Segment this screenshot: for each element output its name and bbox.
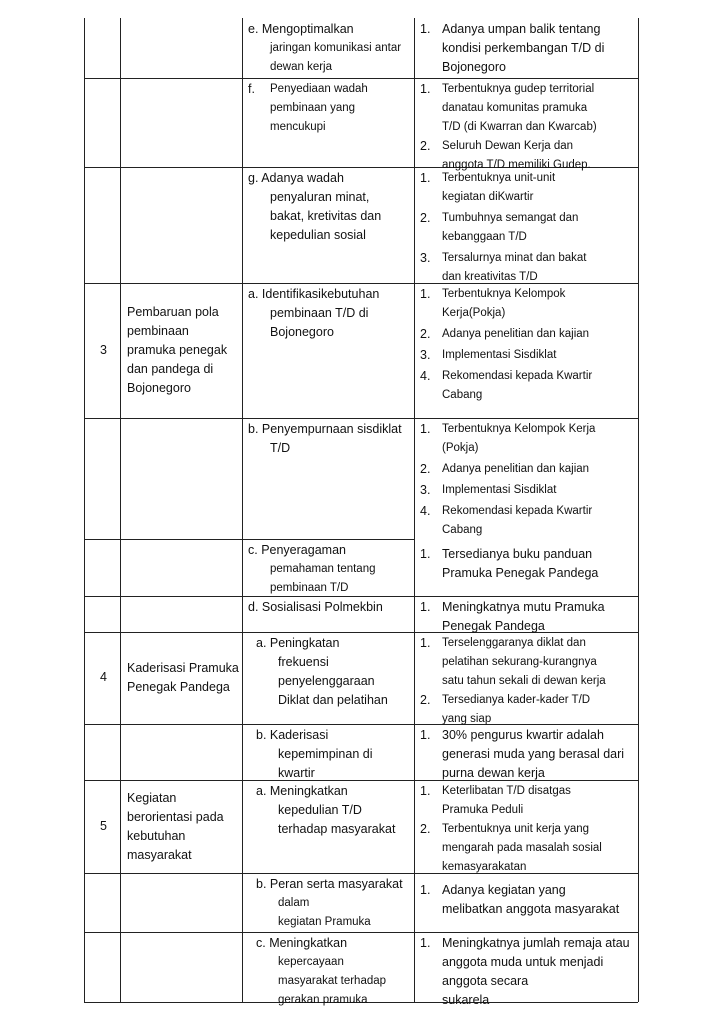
outcome-text: (Pokja) — [442, 442, 479, 454]
program-text: pramuka penegak — [127, 343, 228, 357]
activity-text: penyelenggaraan — [278, 674, 375, 688]
outcome-number: 1. — [420, 600, 431, 614]
activity-text: Bojonegoro — [270, 325, 334, 339]
table-column-rule — [84, 18, 85, 1002]
outcome-text: T/D (di Kwarran dan Kwarcab) — [442, 121, 597, 133]
outcome-text: Terbentuknya unit kerja yang — [442, 823, 590, 835]
outcome-text: Pramuka Penegak Pandega — [442, 566, 599, 580]
outcome-text: Adanya penelitian dan kajian — [442, 328, 590, 340]
outcome-text: kegiatan diKwartir — [442, 191, 534, 203]
program-text: Pembaruan pola — [127, 305, 219, 319]
outcome-number: 1. — [420, 422, 431, 436]
program-text: berorientasi pada — [127, 809, 224, 824]
table-row-rule — [84, 780, 638, 781]
outcome-text: Implementasi Sisdiklat — [442, 484, 557, 496]
outcome-text: melibatkan anggota masyarakat — [442, 902, 620, 916]
activity-text: a. Meningkatkan — [256, 784, 348, 798]
activity-text: f. — [248, 82, 255, 96]
outcome-number: 1. — [420, 22, 431, 36]
program-text: Kegiatan — [127, 790, 177, 805]
table-column-rule — [414, 18, 415, 1002]
outcome-number: 1. — [420, 784, 431, 798]
outcome-text: Seluruh Dewan Kerja dan — [442, 140, 574, 152]
outcome-number: 1. — [420, 547, 431, 561]
outcome-text: Adanya umpan balik tentang — [442, 22, 601, 36]
outcome-text: yang siap — [442, 713, 492, 725]
activity-text: terhadap masyarakat — [278, 822, 396, 836]
activity-text: frekuensi — [278, 655, 329, 669]
outcome-text: Tersalurnya minat dan bakat — [442, 252, 587, 264]
activity-text: mencukupi — [270, 121, 326, 133]
activity-text: pemahaman tentang — [270, 563, 376, 575]
outcome-text: Cabang — [442, 389, 483, 401]
program-text: Penegak Pandega — [127, 680, 230, 694]
outcome-number: 1. — [420, 82, 431, 96]
row-number: 3 — [100, 342, 107, 357]
table-column-rule — [120, 18, 121, 1002]
outcome-text: Pramuka Peduli — [442, 804, 524, 816]
outcome-text: Rekomendasi kepada Kwartir — [442, 370, 593, 382]
outcome-number: 2. — [420, 211, 431, 225]
activity-text: kepedulian sosial — [270, 228, 366, 242]
activity-text: d. Sosialisasi Polmekbin — [248, 600, 383, 614]
activity-text: pembinaan yang — [270, 102, 356, 114]
outcome-number: 3. — [420, 251, 431, 265]
table-column-rule — [638, 18, 639, 1002]
activity-text: b. Peran serta masyarakat — [256, 877, 403, 891]
outcome-text: Terbentuknya Kelompok — [442, 288, 566, 300]
outcome-text: kondisi perkembangan T/D di — [442, 41, 605, 55]
outcome-text: Tumbuhnya semangat dan — [442, 212, 579, 224]
outcome-number: 2. — [420, 822, 431, 836]
activity-text: e. Mengoptimalkan — [248, 22, 354, 36]
outcome-text: Terselenggaranya diklat dan — [442, 637, 586, 649]
activity-text: masyarakat terhadap — [278, 975, 387, 987]
outcome-text: sukarela — [442, 993, 490, 1007]
program-text: Kaderisasi Pramuka — [127, 661, 239, 675]
program-text: pembinaan — [127, 324, 189, 338]
activity-text: c. Penyeragaman — [248, 543, 346, 557]
program-text: dan pandega di — [127, 362, 214, 376]
activity-text: a. Identifikasikebutuhan — [248, 287, 380, 301]
table-column-rule — [242, 18, 243, 1002]
table-row-rule — [84, 724, 638, 725]
outcome-number: 2. — [420, 462, 431, 476]
outcome-text: danatau komunitas pramuka — [442, 102, 588, 114]
outcome-number: 2. — [420, 327, 431, 341]
table-row-rule — [84, 539, 414, 540]
outcome-text: Adanya penelitian dan kajian — [442, 463, 590, 475]
table-row-rule — [84, 873, 638, 874]
activity-text: pembinaan T/D — [270, 582, 349, 594]
activity-text: b. Penyempurnaan sisdiklat — [248, 422, 402, 436]
outcome-number: 2. — [420, 139, 431, 153]
table-row-rule — [84, 596, 638, 597]
outcome-text: Adanya kegiatan yang — [442, 883, 566, 897]
outcome-number: 4. — [420, 369, 431, 383]
outcome-text: Terbentuknya Kelompok Kerja — [442, 423, 596, 435]
activity-text: pembinaan T/D di — [270, 306, 369, 320]
outcome-text: Implementasi Sisdiklat — [442, 349, 557, 361]
activity-text: gerakan pramuka — [278, 994, 368, 1006]
outcome-number: 1. — [420, 287, 431, 301]
activity-text: b. Kaderisasi — [256, 728, 329, 742]
outcome-text: Terbentuknya unit-unit — [442, 172, 556, 184]
activity-text: dewan kerja — [270, 61, 333, 73]
outcome-number: 3. — [420, 483, 431, 497]
outcome-text: pelatihan sekurang-kurangnya — [442, 656, 597, 668]
activity-text: Diklat dan pelatihan — [278, 693, 388, 707]
outcome-text: anggota T/D memiliki Gudep. — [442, 159, 591, 171]
table-row-rule — [84, 632, 638, 633]
outcome-text: anggota muda untuk menjadi — [442, 955, 604, 969]
table-row-rule — [84, 78, 638, 79]
activity-text: kepedulian T/D — [278, 803, 362, 817]
outcome-number: 1. — [420, 728, 431, 742]
table-row-rule — [84, 418, 638, 419]
outcome-text: purna dewan kerja — [442, 766, 545, 780]
row-number: 5 — [100, 818, 107, 833]
outcome-text: 30% pengurus kwartir adalah — [442, 728, 604, 742]
activity-text: a. Peningkatan — [256, 636, 340, 650]
outcome-text: Rekomendasi kepada Kwartir — [442, 505, 593, 517]
program-text: kebutuhan — [127, 828, 186, 843]
outcome-text: Cabang — [442, 524, 483, 536]
outcome-number: 1. — [420, 883, 431, 897]
outcome-number: 1. — [420, 636, 431, 650]
outcome-text: Tersedianya buku panduan — [442, 547, 593, 561]
activity-text: jaringan komunikasi antar — [270, 42, 402, 54]
activity-text: kegiatan Pramuka — [278, 916, 371, 928]
outcome-text: Kerja(Pokja) — [442, 307, 506, 319]
activity-text: penyaluran minat, — [270, 190, 370, 204]
outcome-text: Meningkatnya jumlah remaja atau — [442, 936, 630, 950]
activity-text: dalam — [278, 897, 310, 909]
outcome-text: Terbentuknya gudep territorial — [442, 83, 595, 95]
table-row-rule — [84, 932, 638, 933]
outcome-text: generasi muda yang berasal dari — [442, 747, 625, 761]
outcome-text: dan kreativitas T/D — [442, 271, 538, 283]
outcome-text: Bojonegoro — [442, 60, 506, 74]
outcome-text: kemasyarakatan — [442, 861, 527, 873]
activity-text: kepercayaan — [278, 956, 344, 968]
outcome-text: Meningkatnya mutu Pramuka — [442, 600, 605, 614]
activity-text: T/D — [270, 441, 291, 455]
outcome-text: Penegak Pandega — [442, 619, 545, 633]
activity-text: bakat, kretivitas dan — [270, 209, 382, 223]
outcome-text: Tersedianya kader-kader T/D — [442, 694, 591, 706]
outcome-text: kebanggaan T/D — [442, 231, 527, 243]
outcome-number: 1. — [420, 171, 431, 185]
activity-text: kwartir — [278, 766, 315, 780]
program-text: masyarakat — [127, 847, 192, 862]
outcome-text: mengarah pada masalah sosial — [442, 842, 602, 854]
outcome-text: Keterlibatan T/D disatgas — [442, 785, 571, 797]
activity-text: Penyediaan wadah — [270, 83, 368, 95]
activity-text: kepemimpinan di — [278, 747, 373, 761]
outcome-number: 2. — [420, 693, 431, 707]
activity-text: c. Meningkatkan — [256, 936, 348, 950]
outcome-text: satu tahun sekali di dewan kerja — [442, 675, 606, 687]
outcome-number: 3. — [420, 348, 431, 362]
table-row-rule — [84, 283, 638, 284]
outcome-number: 4. — [420, 504, 431, 518]
outcome-number: 1. — [420, 936, 431, 950]
program-text: Bojonegoro — [127, 381, 191, 395]
outcome-text: anggota secara — [442, 974, 529, 988]
activity-text: g. Adanya wadah — [248, 171, 344, 185]
row-number: 4 — [100, 670, 107, 684]
